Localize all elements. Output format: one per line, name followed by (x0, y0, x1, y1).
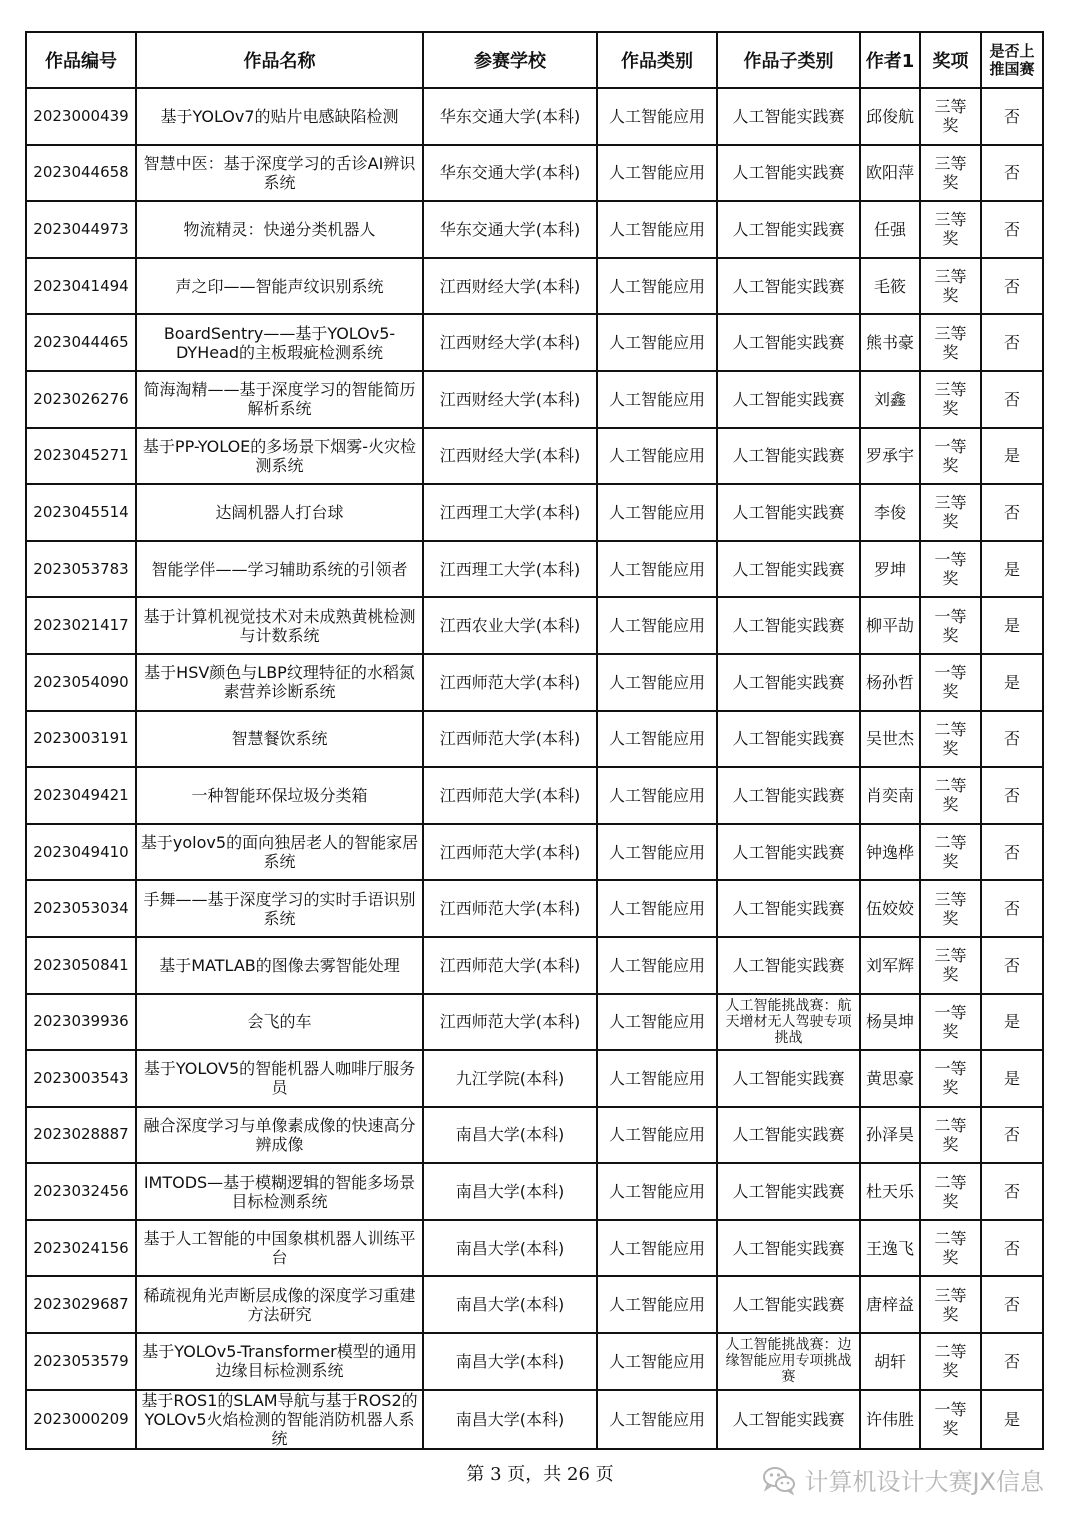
cell-subcategory: 人工智能实践赛 (717, 654, 860, 711)
cell-subcategory: 人工智能实践赛 (717, 541, 860, 598)
cell-category: 人工智能应用 (597, 1050, 717, 1107)
cell-national: 否 (981, 767, 1043, 824)
cell-work-name: 基于MATLAB的图像去雾智能处理 (136, 937, 423, 994)
cell-award: 三等奖 (920, 880, 981, 937)
table-header-row (26, 32, 1043, 88)
watermark-text: 计算机设计大赛JX信息 (804, 1468, 1044, 1496)
cell-subcategory: 人工智能实践赛 (717, 880, 860, 937)
cell-school: 南昌大学(本科) (423, 1163, 597, 1220)
cell-category: 人工智能应用 (597, 711, 717, 768)
cell-work-id: 2023039936 (26, 994, 136, 1051)
cell-national: 否 (981, 1276, 1043, 1333)
cell-subcategory: 人工智能挑战赛：边缘智能应用专项挑战赛 (717, 1333, 860, 1390)
cell-award: 三等奖 (920, 371, 981, 428)
table-row (26, 541, 1043, 598)
cell-category: 人工智能应用 (597, 994, 717, 1051)
cell-national: 是 (981, 541, 1043, 598)
cell-work-name: 物流精灵：快递分类机器人 (136, 201, 423, 258)
cell-author: 毛筱 (860, 258, 920, 315)
cell-award: 三等奖 (920, 145, 981, 202)
cell-work-id: 2023045271 (26, 428, 136, 485)
cell-work-name: 声之印——智能声纹识别系统 (136, 258, 423, 315)
cell-school: 华东交通大学(本科) (423, 145, 597, 202)
table-row (26, 1050, 1043, 1107)
cell-subcategory: 人工智能实践赛 (717, 314, 860, 371)
header-author: 作者1 (860, 32, 920, 88)
cell-national: 否 (981, 937, 1043, 994)
cell-author: 许伟胜 (860, 1390, 920, 1449)
cell-work-name: 基于yolov5的面向独居老人的智能家居系统 (136, 824, 423, 881)
cell-author: 孙泽昊 (860, 1107, 920, 1164)
cell-work-name: 基于YOLOv5-Transformer模型的通用边缘目标检测系统 (136, 1333, 423, 1390)
cell-national: 否 (981, 201, 1043, 258)
cell-subcategory: 人工智能实践赛 (717, 1390, 860, 1449)
cell-subcategory: 人工智能实践赛 (717, 201, 860, 258)
cell-work-id: 2023053034 (26, 880, 136, 937)
cell-author: 欧阳萍 (860, 145, 920, 202)
table-row (26, 484, 1043, 541)
table-row (26, 314, 1043, 371)
table-row (26, 145, 1043, 202)
table-row (26, 880, 1043, 937)
cell-author: 伍姣姣 (860, 880, 920, 937)
table-row (26, 371, 1043, 428)
cell-national: 否 (981, 371, 1043, 428)
cell-work-id: 2023053579 (26, 1333, 136, 1390)
cell-work-id: 2023000439 (26, 88, 136, 145)
cell-category: 人工智能应用 (597, 541, 717, 598)
cell-school: 南昌大学(本科) (423, 1390, 597, 1449)
cell-author: 李俊 (860, 484, 920, 541)
cell-subcategory: 人工智能实践赛 (717, 88, 860, 145)
table-row (26, 88, 1043, 145)
cell-work-name: 简海淘精——基于深度学习的智能简历解析系统 (136, 371, 423, 428)
cell-subcategory: 人工智能实践赛 (717, 371, 860, 428)
cell-category: 人工智能应用 (597, 484, 717, 541)
cell-work-id: 2023028887 (26, 1107, 136, 1164)
table-row (26, 1220, 1043, 1277)
header-award: 奖项 (920, 32, 981, 88)
cell-author: 胡轩 (860, 1333, 920, 1390)
cell-category: 人工智能应用 (597, 824, 717, 881)
results-table (25, 31, 1044, 1450)
cell-work-name: BoardSentry——基于YOLOv5-DYHead的主板瑕疵检测系统 (136, 314, 423, 371)
cell-category: 人工智能应用 (597, 428, 717, 485)
cell-author: 杜天乐 (860, 1163, 920, 1220)
cell-award: 三等奖 (920, 88, 981, 145)
cell-work-id: 2023021417 (26, 597, 136, 654)
cell-school: 江西师范大学(本科) (423, 880, 597, 937)
cell-category: 人工智能应用 (597, 201, 717, 258)
cell-category: 人工智能应用 (597, 1276, 717, 1333)
table-row (26, 1276, 1043, 1333)
table-row (26, 428, 1043, 485)
table-row (26, 654, 1043, 711)
cell-school: 江西财经大学(本科) (423, 371, 597, 428)
cell-award: 三等奖 (920, 937, 981, 994)
cell-work-id: 2023053783 (26, 541, 136, 598)
cell-national: 是 (981, 1050, 1043, 1107)
cell-author: 刘鑫 (860, 371, 920, 428)
cell-work-id: 2023041494 (26, 258, 136, 315)
cell-work-name: 基于ROS1的SLAM导航与基于ROS2的YOLOv5火焰检测的智能消防机器人系统 (136, 1390, 423, 1449)
cell-school: 南昌大学(本科) (423, 1276, 597, 1333)
cell-work-name: 智慧餐饮系统 (136, 711, 423, 768)
cell-category: 人工智能应用 (597, 880, 717, 937)
table-row (26, 201, 1043, 258)
cell-national: 否 (981, 824, 1043, 881)
cell-work-id: 2023003191 (26, 711, 136, 768)
cell-work-id: 2023000209 (26, 1390, 136, 1449)
cell-school: 江西财经大学(本科) (423, 258, 597, 315)
cell-school: 江西师范大学(本科) (423, 711, 597, 768)
cell-author: 邱俊航 (860, 88, 920, 145)
cell-award: 一等奖 (920, 428, 981, 485)
cell-subcategory: 人工智能实践赛 (717, 937, 860, 994)
cell-award: 二等奖 (920, 1220, 981, 1277)
cell-award: 一等奖 (920, 1050, 981, 1107)
cell-award: 三等奖 (920, 314, 981, 371)
cell-subcategory: 人工智能实践赛 (717, 1276, 860, 1333)
cell-award: 二等奖 (920, 824, 981, 881)
cell-national: 否 (981, 88, 1043, 145)
cell-national: 否 (981, 484, 1043, 541)
cell-national: 是 (981, 994, 1043, 1051)
cell-work-id: 2023029687 (26, 1276, 136, 1333)
cell-school: 江西理工大学(本科) (423, 541, 597, 598)
cell-award: 三等奖 (920, 201, 981, 258)
cell-work-id: 2023049410 (26, 824, 136, 881)
cell-author: 王逸飞 (860, 1220, 920, 1277)
cell-category: 人工智能应用 (597, 1390, 717, 1449)
cell-school: 江西师范大学(本科) (423, 994, 597, 1051)
header-subcategory: 作品子类别 (717, 32, 860, 88)
cell-author: 柳平劼 (860, 597, 920, 654)
cell-category: 人工智能应用 (597, 314, 717, 371)
cell-work-id: 2023044465 (26, 314, 136, 371)
table-row (26, 1163, 1043, 1220)
cell-school: 南昌大学(本科) (423, 1107, 597, 1164)
cell-work-name: 智慧中医：基于深度学习的舌诊AI辨识系统 (136, 145, 423, 202)
wechat-icon (762, 1465, 796, 1495)
cell-work-id: 2023050841 (26, 937, 136, 994)
table-row (26, 258, 1043, 315)
cell-school: 南昌大学(本科) (423, 1333, 597, 1390)
cell-award: 二等奖 (920, 1333, 981, 1390)
cell-work-name: 基于HSV颜色与LBP纹理特征的水稻氮素营养诊断系统 (136, 654, 423, 711)
cell-author: 杨孙哲 (860, 654, 920, 711)
cell-author: 刘军辉 (860, 937, 920, 994)
cell-national: 是 (981, 428, 1043, 485)
table-body (26, 88, 1043, 1449)
cell-national: 否 (981, 711, 1043, 768)
header-category: 作品类别 (597, 32, 717, 88)
cell-category: 人工智能应用 (597, 937, 717, 994)
cell-subcategory: 人工智能实践赛 (717, 1163, 860, 1220)
cell-national: 否 (981, 880, 1043, 937)
cell-award: 二等奖 (920, 711, 981, 768)
cell-subcategory: 人工智能实践赛 (717, 711, 860, 768)
table-row (26, 1390, 1043, 1449)
cell-category: 人工智能应用 (597, 654, 717, 711)
cell-category: 人工智能应用 (597, 145, 717, 202)
cell-national: 是 (981, 597, 1043, 654)
cell-work-name: 融合深度学习与单像素成像的快速高分辨成像 (136, 1107, 423, 1164)
cell-work-name: 一种智能环保垃圾分类箱 (136, 767, 423, 824)
cell-national: 否 (981, 145, 1043, 202)
cell-work-id: 2023049421 (26, 767, 136, 824)
cell-school: 九江学院(本科) (423, 1050, 597, 1107)
cell-subcategory: 人工智能实践赛 (717, 767, 860, 824)
cell-subcategory: 人工智能实践赛 (717, 1220, 860, 1277)
cell-work-id: 2023032456 (26, 1163, 136, 1220)
cell-work-name: 达阔机器人打台球 (136, 484, 423, 541)
cell-subcategory: 人工智能实践赛 (717, 1107, 860, 1164)
cell-author: 黄思豪 (860, 1050, 920, 1107)
cell-work-name: 稀疏视角光声断层成像的深度学习重建方法研究 (136, 1276, 423, 1333)
cell-award: 二等奖 (920, 1163, 981, 1220)
cell-author: 罗承宇 (860, 428, 920, 485)
cell-award: 一等奖 (920, 597, 981, 654)
table-row (26, 1107, 1043, 1164)
table-row (26, 767, 1043, 824)
cell-subcategory: 人工智能实践赛 (717, 428, 860, 485)
header-work-name: 作品名称 (136, 32, 423, 88)
cell-work-name: 会飞的车 (136, 994, 423, 1051)
cell-school: 江西农业大学(本科) (423, 597, 597, 654)
cell-school: 江西理工大学(本科) (423, 484, 597, 541)
cell-award: 三等奖 (920, 258, 981, 315)
cell-work-name: 基于YOLOv7的贴片电感缺陷检测 (136, 88, 423, 145)
table-row (26, 711, 1043, 768)
cell-author: 罗坤 (860, 541, 920, 598)
header-school: 参赛学校 (423, 32, 597, 88)
cell-author: 唐梓益 (860, 1276, 920, 1333)
cell-award: 一等奖 (920, 654, 981, 711)
table-row (26, 994, 1043, 1051)
cell-award: 一等奖 (920, 1390, 981, 1449)
cell-award: 二等奖 (920, 1107, 981, 1164)
table-row (26, 1333, 1043, 1390)
cell-school: 江西师范大学(本科) (423, 937, 597, 994)
cell-category: 人工智能应用 (597, 597, 717, 654)
cell-subcategory: 人工智能实践赛 (717, 145, 860, 202)
cell-author: 肖奕南 (860, 767, 920, 824)
cell-category: 人工智能应用 (597, 1163, 717, 1220)
cell-school: 江西财经大学(本科) (423, 428, 597, 485)
cell-category: 人工智能应用 (597, 767, 717, 824)
cell-category: 人工智能应用 (597, 1333, 717, 1390)
cell-school: 南昌大学(本科) (423, 1220, 597, 1277)
cell-national: 否 (981, 258, 1043, 315)
cell-work-id: 2023026276 (26, 371, 136, 428)
cell-award: 二等奖 (920, 767, 981, 824)
cell-work-name: 手舞——基于深度学习的实时手语识别系统 (136, 880, 423, 937)
cell-author: 吴世杰 (860, 711, 920, 768)
cell-work-id: 2023044973 (26, 201, 136, 258)
cell-national: 否 (981, 1220, 1043, 1277)
cell-award: 一等奖 (920, 994, 981, 1051)
cell-subcategory: 人工智能实践赛 (717, 597, 860, 654)
cell-work-id: 2023003543 (26, 1050, 136, 1107)
cell-national: 否 (981, 314, 1043, 371)
watermark (762, 1462, 1044, 1497)
cell-author: 任强 (860, 201, 920, 258)
cell-author: 熊书豪 (860, 314, 920, 371)
cell-school: 江西师范大学(本科) (423, 767, 597, 824)
cell-category: 人工智能应用 (597, 258, 717, 315)
cell-school: 江西师范大学(本科) (423, 824, 597, 881)
cell-award: 三等奖 (920, 1276, 981, 1333)
table-row (26, 597, 1043, 654)
cell-work-name: 基于人工智能的中国象棋机器人训练平台 (136, 1220, 423, 1277)
cell-subcategory: 人工智能实践赛 (717, 824, 860, 881)
cell-work-name: 基于计算机视觉技术对未成熟黄桃检测与计数系统 (136, 597, 423, 654)
cell-award: 一等奖 (920, 541, 981, 598)
cell-subcategory: 人工智能实践赛 (717, 1050, 860, 1107)
cell-work-id: 2023054090 (26, 654, 136, 711)
cell-award: 三等奖 (920, 484, 981, 541)
cell-subcategory: 人工智能挑战赛：航天增材无人驾驶专项挑战 (717, 994, 860, 1051)
table-row (26, 937, 1043, 994)
cell-work-name: 基于YOLOV5的智能机器人咖啡厅服务员 (136, 1050, 423, 1107)
cell-work-id: 2023045514 (26, 484, 136, 541)
cell-school: 江西师范大学(本科) (423, 654, 597, 711)
cell-work-id: 2023044658 (26, 145, 136, 202)
cell-work-name: 智能学伴——学习辅助系统的引领者 (136, 541, 423, 598)
cell-national: 否 (981, 1333, 1043, 1390)
cell-author: 钟逸桦 (860, 824, 920, 881)
table-row (26, 824, 1043, 881)
cell-work-id: 2023024156 (26, 1220, 136, 1277)
cell-national: 否 (981, 1163, 1043, 1220)
cell-category: 人工智能应用 (597, 1220, 717, 1277)
cell-national: 是 (981, 1390, 1043, 1449)
cell-author: 杨昊坤 (860, 994, 920, 1051)
header-national: 是否上推国赛 (981, 32, 1043, 88)
cell-national: 是 (981, 654, 1043, 711)
cell-national: 否 (981, 1107, 1043, 1164)
cell-work-name: IMTODS—基于模糊逻辑的智能多场景目标检测系统 (136, 1163, 423, 1220)
header-work-id: 作品编号 (26, 32, 136, 88)
cell-work-name: 基于PP-YOLOE的多场景下烟雾-火灾检测系统 (136, 428, 423, 485)
cell-school: 华东交通大学(本科) (423, 201, 597, 258)
cell-subcategory: 人工智能实践赛 (717, 258, 860, 315)
cell-subcategory: 人工智能实践赛 (717, 484, 860, 541)
cell-category: 人工智能应用 (597, 1107, 717, 1164)
page-footer: 第 3 页，共 26 页 (466, 1464, 614, 1485)
cell-school: 华东交通大学(本科) (423, 88, 597, 145)
cell-school: 江西财经大学(本科) (423, 314, 597, 371)
cell-category: 人工智能应用 (597, 88, 717, 145)
cell-category: 人工智能应用 (597, 371, 717, 428)
